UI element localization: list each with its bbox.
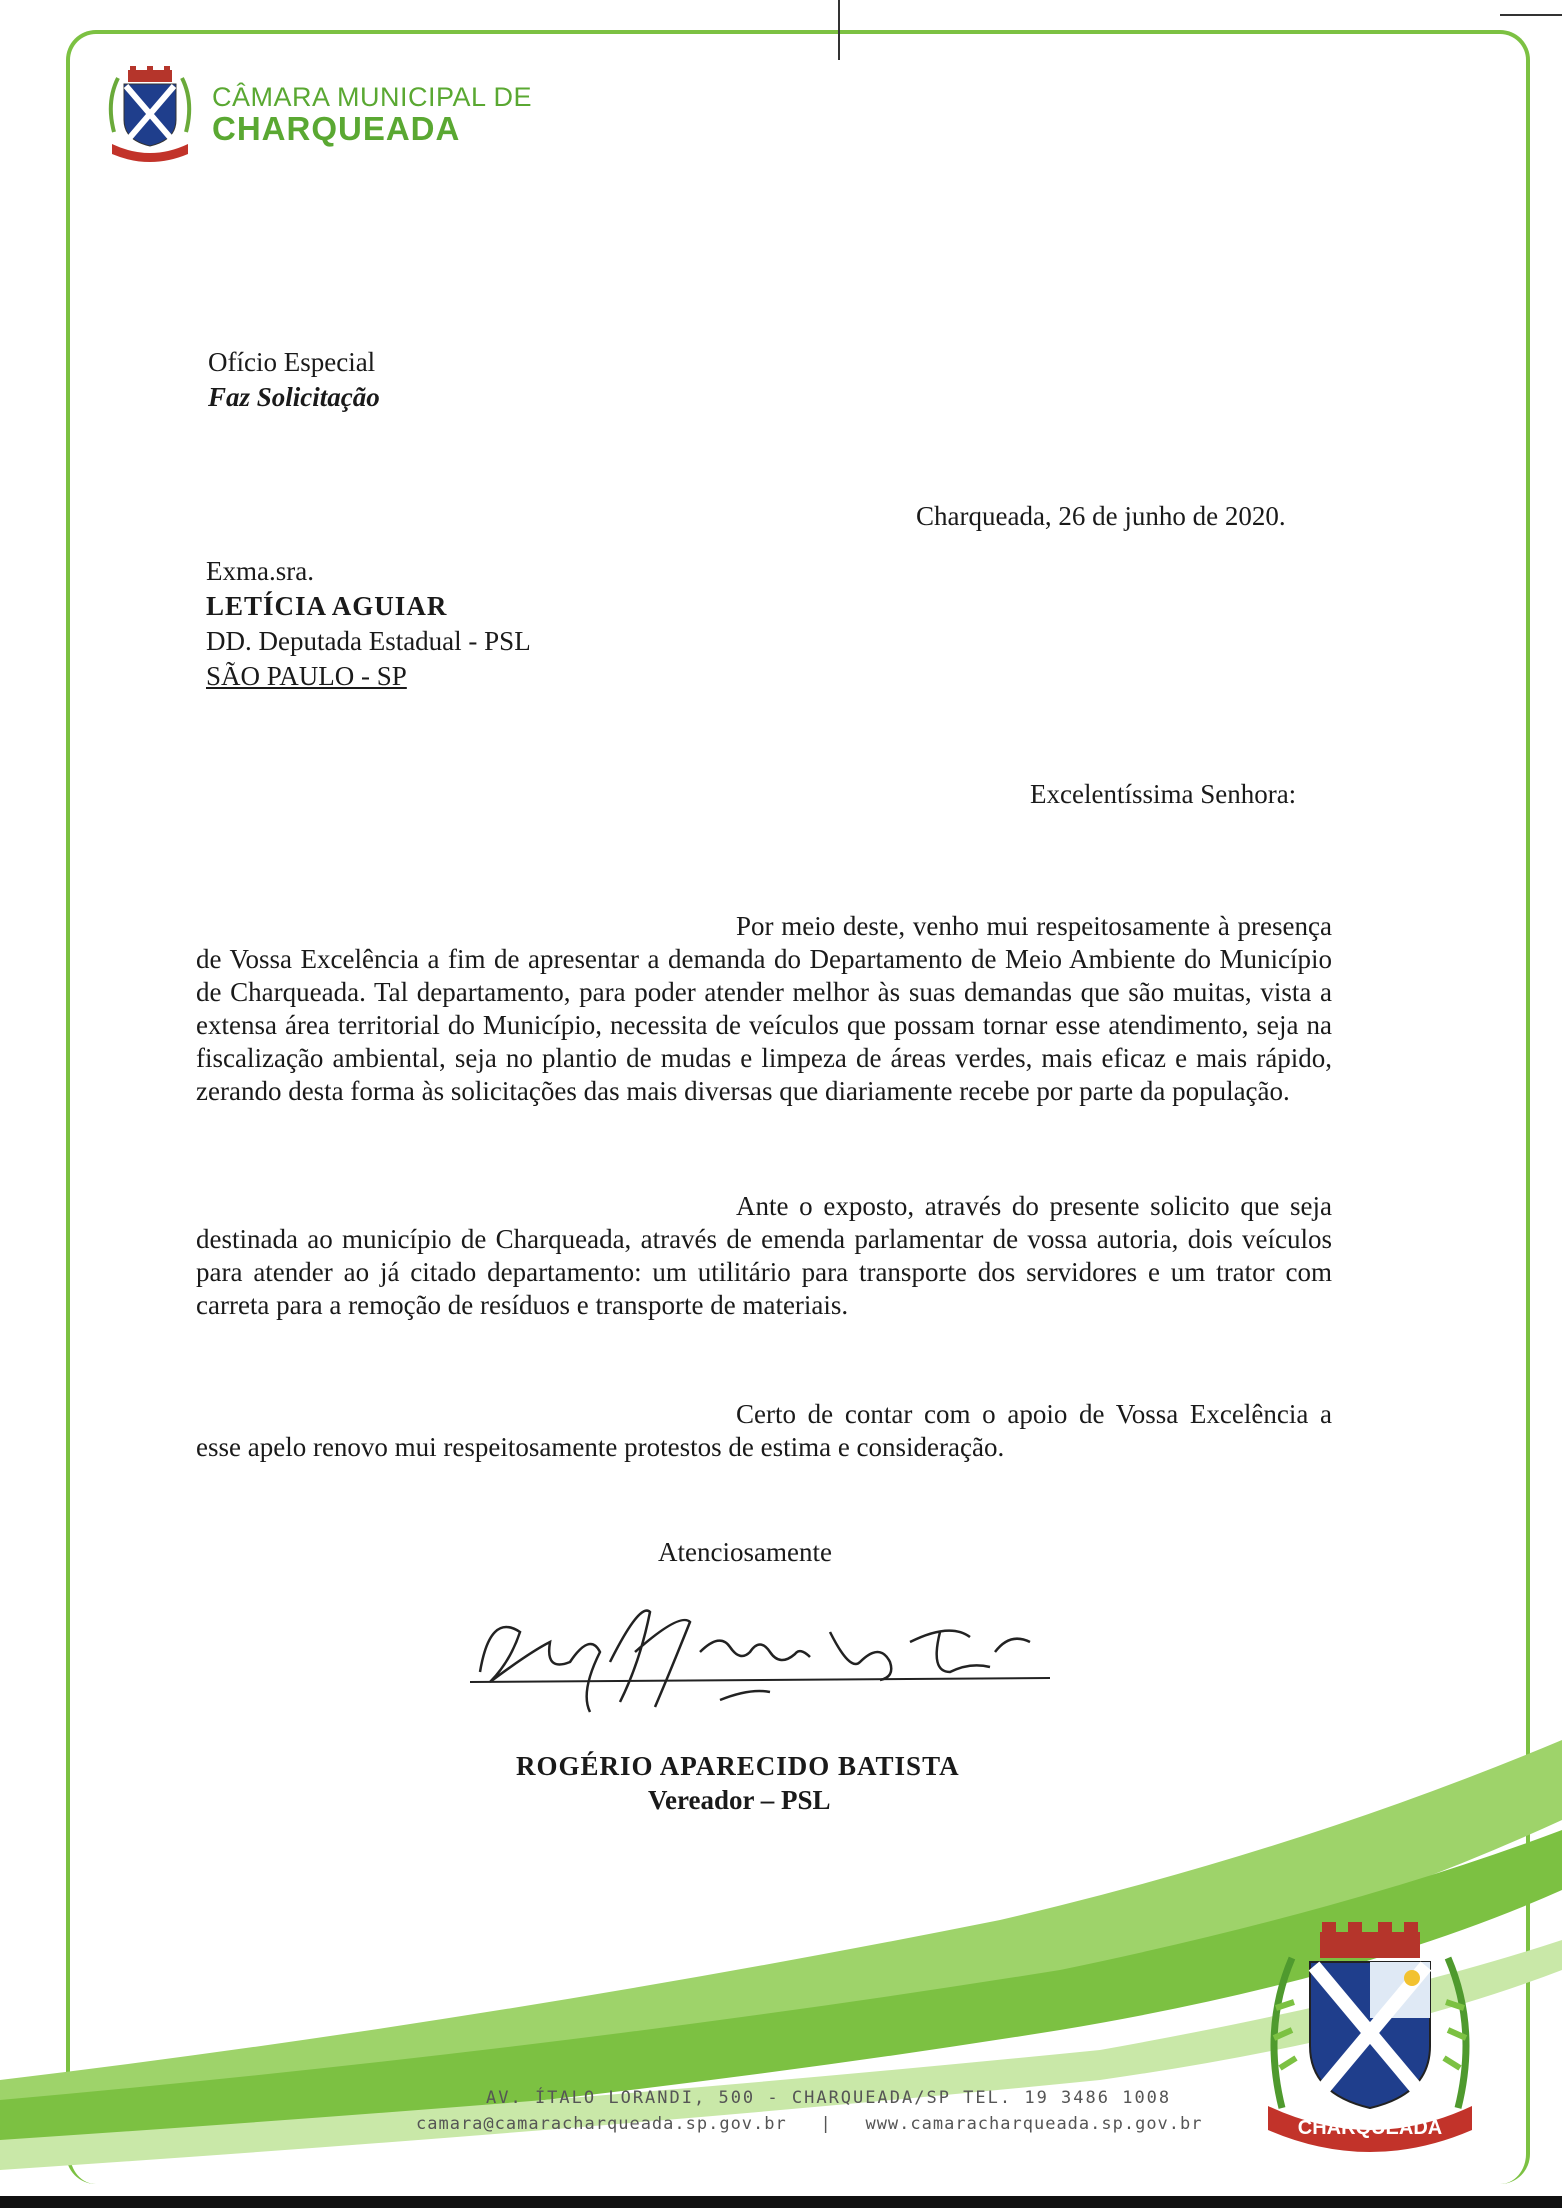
body-paragraph: Por meio deste, venho mui respeitosamente à presença de Vossa Excelência a fim de apresentar a demanda do Departamento de Meio Ambiente do Município de Charqueada. Tal departamento, para poder atender melhor às suas demandas que são muitas, vista a extensa área territorial do Município, necessita de veículos que possam tornar esse atendimento, seja na fiscalização ambiental, seja no plantio de mudas e limpeza de áreas verdes, mais eficaz e mais rápido, zerando desta forma às solicitações das mais diversas que diariamente recebe por parte da população. [196, 911, 1332, 1106]
footer-address: AV. ÍTALO LORANDI, 500 - CHARQUEADA/SP TEL. 19 3486 1008 [486, 2088, 1172, 2108]
letter-date: Charqueada, 26 de junho de 2020. [916, 501, 1286, 531]
footer-contacts [416, 2114, 1203, 2134]
document-type: Ofício Especial [208, 347, 376, 377]
footer-email[interactable]: camara@camaracharqueada.sp.gov.br [416, 2114, 787, 2134]
signature-icon [450, 1592, 1070, 1722]
recipient-place: SÃO PAULO - SP [206, 661, 407, 691]
signer-name: ROGÉRIO APARECIDO BATISTA [516, 1751, 960, 1781]
recipient-name: LETÍCIA AGUIAR [206, 591, 448, 621]
organization-name-line1: CÂMARA MUNICIPAL DE [212, 82, 533, 112]
footer-separator: | [820, 2114, 832, 2134]
body-paragraph: Certo de contar com o apoio de Vossa Excelência a esse apelo renovo mui respeitosamente protestos de estima e consideração. [196, 1399, 1332, 1462]
scan-artifact-line [838, 0, 840, 60]
organization-name-line2: CHARQUEADA [212, 110, 461, 147]
organization-name [212, 82, 532, 146]
crest-ribbon-text: CHARQUEADA [1297, 2117, 1443, 2139]
municipal-crest-icon [1262, 1918, 1478, 2158]
recipient-title: DD. Deputada Estadual - PSL [206, 626, 531, 656]
document-subject: Faz Solicitação [208, 382, 380, 412]
recipient-salutation: Exma.sra. [206, 556, 314, 586]
letter-salutation: Excelentíssima Senhora: [1030, 779, 1297, 809]
scan-artifact-line [1500, 14, 1562, 16]
body-paragraph: Ante o exposto, através do presente solicito que seja destinada ao município de Charqueada, através de emenda parlamentar de vossa autoria, dois veículos para atender ao já citado departamento: um utilitário para transporte dos servidores e um trator com carreta para a remoção de resíduos e transporte de materiais. [196, 1191, 1332, 1320]
letter-closing: Atenciosamente [658, 1537, 832, 1567]
signer-role: Vereador – PSL [648, 1785, 831, 1815]
footer-website[interactable]: www.camaracharqueada.sp.gov.br [865, 2114, 1203, 2134]
scan-artifact-edge [0, 2196, 1562, 2208]
municipal-crest-icon [104, 62, 196, 166]
